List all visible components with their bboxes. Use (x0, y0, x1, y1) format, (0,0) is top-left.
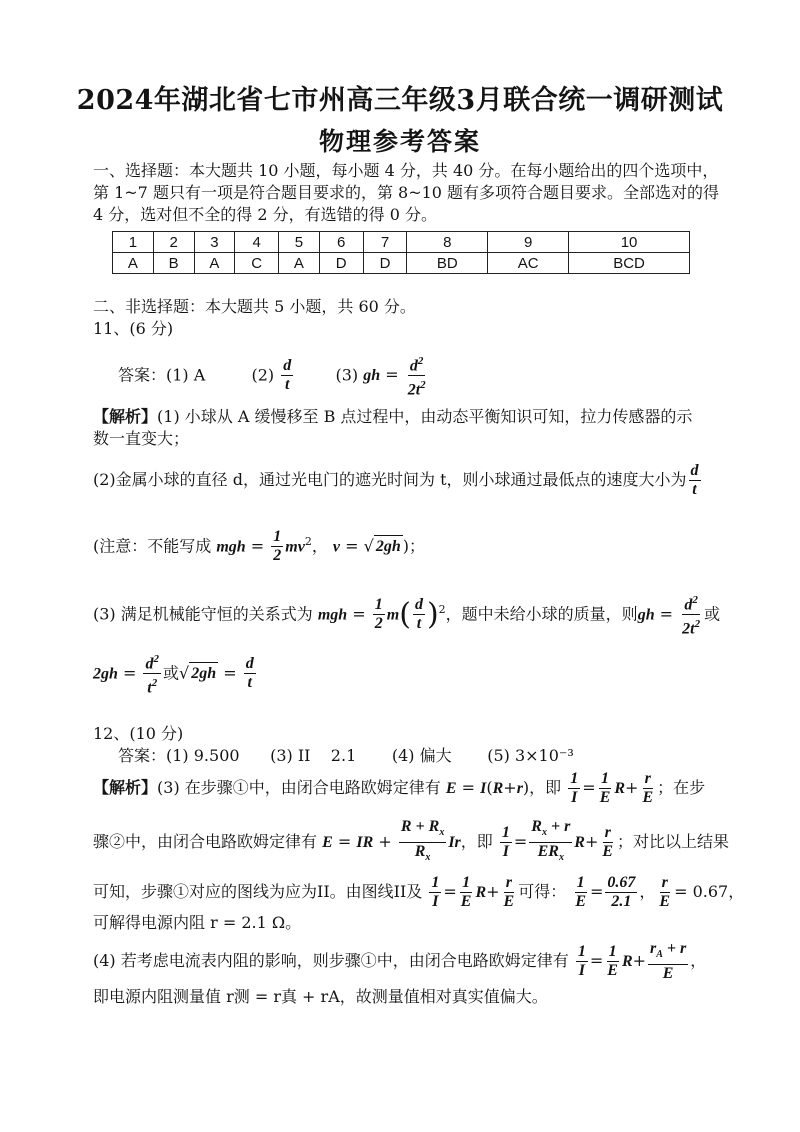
page-subtitle: 物理参考答案 (318, 127, 481, 156)
q11-answers (118, 352, 430, 400)
question-number: 3 (194, 232, 235, 253)
q11-alt-formulas: 2gh = $\frac{d^2}{t^2}$ 或√ 2gh = $\frac{d}{t}$ (93, 650, 258, 698)
answer-cell: AC (488, 253, 569, 274)
answer-cell: C (235, 253, 279, 274)
q11-analysis-1b: 数一直变大； (93, 429, 190, 448)
q11-answer-1: 答案：(1) A (118, 365, 206, 385)
answer-cell: D (319, 253, 363, 274)
q11-answer-2-label: (2) (251, 365, 275, 385)
q11-header: 11、(6 分) (93, 319, 174, 338)
question-number: 7 (363, 232, 407, 253)
question-number: 9 (488, 232, 569, 253)
q12-analysis-4: 可解得电源内阻 r = 2.1 Ω。 (93, 913, 302, 932)
section1-line3: 4 分，选对但不全的得 2 分，有选错的得 0 分。 (93, 205, 437, 224)
answer-cell: BCD (569, 253, 690, 274)
page-title: 2024年湖北省七市州高三年级3月联合统一调研测试 (76, 85, 724, 116)
q11-note: (注意：不能写成 mgh = $\frac{1}{2}$ $mv^2$， v = √ 2gh )； (93, 528, 425, 565)
analysis-tag: 【解析】 (93, 407, 158, 426)
answer-table (112, 231, 690, 274)
answer-cell: D (363, 253, 407, 274)
formula-d-over-t: $\frac{d}{t}$ (283, 357, 292, 394)
question-number: 8 (407, 232, 488, 253)
section2-intro: 二、非选择题：本大题共 5 小题，共 60 分。 (93, 297, 416, 316)
question-number: 1 (113, 232, 154, 253)
answer-cell: A (194, 253, 235, 274)
q12-analysis-3: 可知，步骤①对应的图线为应为II。由图线II及 $\frac{1}{I}$ = $\frac{1}{E}$ R+ $\frac{r}{E}$ 可得： $\frac{1}{E}$ = $\frac{0.67}{2.1}$ ， $\frac{r}{E}$ = 0.67， (93, 874, 745, 910)
q12-analysis-1: 【解析】(3) 在步骤①中，由闭合电路欧姆定律有 E = I(R+r)，即 $\frac{1}{I}$ = $\frac{1}{E}$ R+ $\frac{r}{E}$ ；在步 (93, 770, 706, 806)
question-number: 6 (319, 232, 363, 253)
q12-header: 12、(10 分) (93, 724, 184, 743)
q11-analysis-1: 【解析】(1) 小球从 A 缓慢移至 B 点过程中，由动态平衡知识可知，拉力传感器的示 (93, 407, 693, 426)
question-number: 10 (569, 232, 690, 253)
q12-analysis-2: 骤②中，由闭合电路欧姆定律有 E = IR + $\frac{R + R_x}{R_x}$ Ir，即 $\frac{1}{I}$ = $\frac{R_x + r}{ER_x}$ R+ $\frac{r}{E}$ ；对比以上结果 (93, 818, 730, 864)
q12-analysis-6: 即电源内阻测量值 r测 = r真 + rA，故测量值相对真实值偏大。 (93, 987, 548, 1006)
section1-line1: 一、选择题：本大题共 10 小题，每小题 4 分，共 40 分。在每小题给出的四个选项中， (93, 161, 719, 180)
answer-cell: A (113, 253, 154, 274)
question-number: 4 (235, 232, 279, 253)
answer-table-number-row (113, 232, 690, 253)
answer-table-answer-row (113, 253, 690, 274)
formula-gh-eq: gh = $\frac{d^2}{2t^2}$ (363, 365, 429, 384)
q11-answer-3-label: (3) (335, 365, 359, 385)
section1-line2: 第 1~7 题只有一项是符合题目要求的，第 8~10 题有多项符合题目要求。全部选对的得 (93, 183, 720, 202)
q12-analysis-5: (4) 若考虑电流表内阻的影响，则步骤①中，由闭合电路欧姆定律有 $\frac{1}{I}$ = $\frac{1}{E}$ R+ $\frac{r_A + r}{E}$ ， (93, 940, 707, 983)
question-number: 2 (153, 232, 194, 253)
analysis-tag: 【解析】 (93, 778, 158, 797)
answer-cell: BD (407, 253, 488, 274)
question-number: 5 (279, 232, 320, 253)
q12-answers: 答案：(1) 9.500 (3) II 2.1 (4) 偏大 (5) 3×10⁻³ (118, 746, 574, 765)
answer-cell: B (153, 253, 194, 274)
q11-analysis-2: (2)金属小球的直径 d，通过光电门的遮光时间为 t，则小球通过最低点的速度大小为 $\frac{d}{t}$ (93, 462, 699, 498)
answer-cell: A (279, 253, 320, 274)
q11-analysis-3: (3) 满足机械能守恒的关系式为 mgh = $\frac{1}{2}$ m( $\frac{d}{t}$ )$^2$，题中未给小球的质量，则gh = $\frac{d^2}{2t^2}$ 或 (93, 590, 720, 639)
